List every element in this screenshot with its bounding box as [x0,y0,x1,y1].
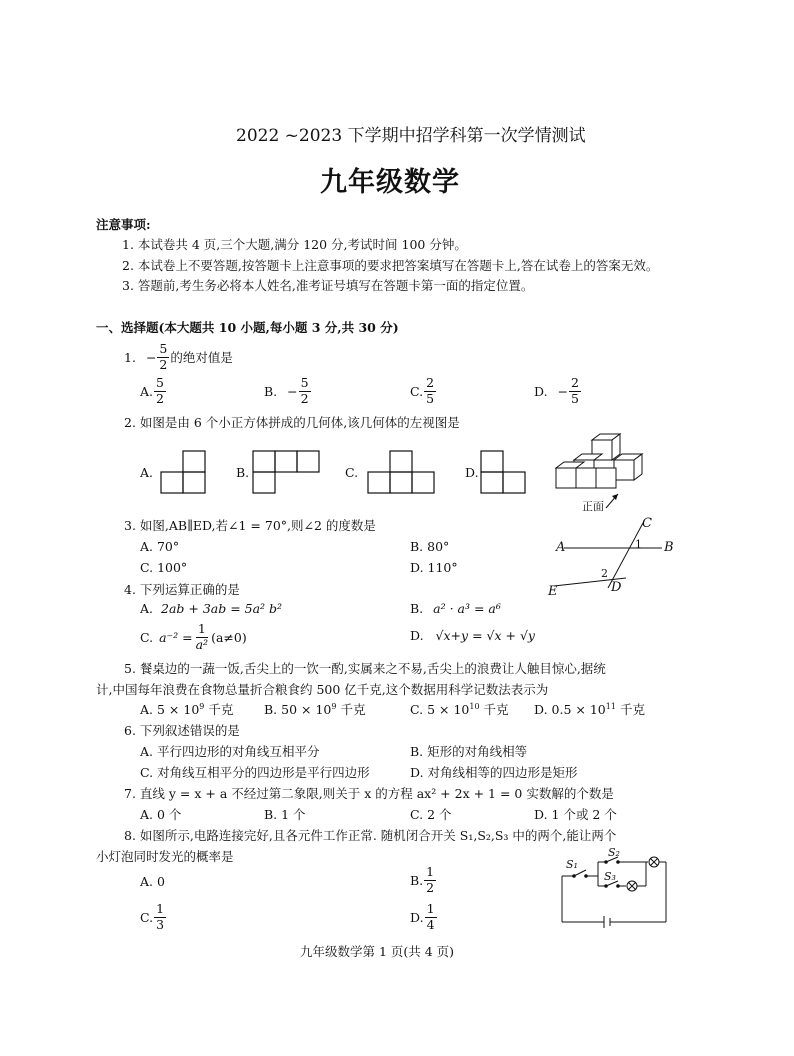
exam-subtitle: 2022 ~2023 下学期中招学科第一次学情测试 [236,126,586,146]
option-d-label: D. [465,465,479,480]
switch-s2-label: S₂ [608,846,620,859]
angle-2-label: 2 [601,567,608,580]
cube-stack-figure [552,432,644,514]
fraction-numerator: 1 [197,621,206,636]
question-6: 6. 下列叙述错误的是 [124,723,240,738]
option-unit: 千克 [483,702,509,717]
page-footer: 九年级数学第 1 页(共 4 页) [300,944,455,959]
note-item: 1. 本试卷共 4 页,三个大题,满分 120 分,考试时间 100 分钟。 [122,237,467,252]
angle-1-label: 1 [635,538,642,551]
fraction-numerator: 1 [426,864,435,879]
option-b [264,377,312,405]
option-exponent: 11 [605,701,616,711]
fraction-numerator: 1 [156,901,165,916]
option-c: C. 2 个 [410,807,452,822]
option-d: D. 1 个或 2 个 [534,807,617,822]
option-unit: 千克 [619,702,645,717]
option-a [140,377,167,405]
option-label: D. [534,383,548,399]
option-mantissa: 5 × 10 [427,702,470,717]
option-d: D. 对角线相等的四边形是矩形 [410,765,578,780]
question-8-line-1: 8. 如图所示,电路连接完好,且各元件工作正常. 随机闭合开关 S₁,S₂,S₃ 中的两个,能让两个 [124,828,617,843]
option-d [534,377,582,405]
option-b: B. 80° [410,539,450,554]
switch-s1-label: S₁ [566,858,578,871]
option-label: D. [410,909,424,925]
fraction-denominator: 5 [571,390,579,406]
question-1 [124,343,233,371]
option-label: B. [264,383,278,399]
fraction [154,903,166,931]
option-label: A. [140,601,154,616]
fraction-denominator: 4 [426,916,435,932]
fraction [569,377,581,405]
fraction-denominator: a² [195,636,209,652]
fraction-numerator: 2 [426,375,435,390]
option-a: A. 0 个 [140,807,182,822]
fraction-denominator: 2 [300,390,309,406]
minus-sign: − [145,349,157,365]
question-7: 7. 直线 y = x + a 不经过第二象限,则关于 x 的方程 ax² + 2x + 1 = 0 实数解的个数是 [124,786,614,801]
option-label: B. [264,702,278,717]
point-e-label: E [548,584,558,599]
fraction [154,377,166,405]
option-expression: √x+y = √x + √y [435,628,535,643]
option-label: C. [140,909,154,925]
note-item: 2. 本试卷上不要答题,按答题卡上注意事项的要求把答案填写在答题卡上,答在试卷上的答案无效。 [122,258,659,273]
option-a: A. 0 [140,874,165,889]
option-b: B. 矩形的对角线相等 [410,744,528,759]
fraction [157,343,169,371]
fraction-numerator: 5 [159,341,168,356]
fraction-numerator: 1 [426,901,435,916]
option-expression: 2ab + 3ab = 5a² b² [161,601,283,616]
question-5-line-2: 计,中国每年浪费在食物总量折合粮食约 500 亿千克,这个数据用科学记数法表示为 [96,682,549,697]
fraction [194,623,210,651]
question-3: 3. 如图,AB∥ED,若∠1 = 70°,则∠2 的度数是 [124,518,376,533]
option-unit: 千克 [340,702,366,717]
switch-s3-label: S₃ [604,870,616,883]
question-5-line-1: 5. 餐桌边的一蔬一饭,舌尖上的一饮一酌,实属来之不易,舌尖上的浪费让人触目惊心,据统 [124,661,606,676]
option-c: C. 100° [140,560,188,575]
note-item: 3. 答题前,考生务必将本人姓名,准考证号填写在答题卡第一面的指定位置。 [122,278,534,293]
option-expression: a⁻² = [159,629,193,645]
option-exponent: 10 [469,701,480,711]
option-b [410,866,437,894]
question-2: 2. 如图是由 6 个小正方体拼成的几何体,该几何体的左视图是 [124,415,460,430]
option-b-figure [252,450,322,494]
option-b: B. 1 个 [264,807,306,822]
fraction-numerator: 2 [571,375,579,390]
option-b-label: B. [236,465,250,480]
option-label: A. [140,383,154,399]
section-heading: 一、选择题(本大题共 10 小题,每小题 3 分,共 30 分) [96,320,399,335]
fraction [299,377,311,405]
option-c [140,623,247,651]
point-d-label: D [611,580,622,595]
circuit-figure [556,846,676,928]
question-text: 的绝对值是 [170,350,233,365]
option-d [410,628,535,643]
option-b [410,601,501,616]
fraction-denominator: 2 [159,356,168,372]
option-a: A. 平行四边形的对角线互相平分 [140,744,320,759]
fraction [424,866,436,894]
option-c-figure [367,450,437,494]
option-sign: − [557,383,569,399]
point-a-label: A [556,540,566,555]
option-a-label: A. [140,465,154,480]
option-mantissa: 50 × 10 [281,702,332,717]
fraction-denominator: 2 [156,390,164,406]
option-b [264,700,365,718]
option-mantissa: 0.5 × 10 [551,702,606,717]
parallel-lines-figure [546,514,686,600]
option-unit: 千克 [208,702,234,717]
question-8-line-2: 小灯泡同时发光的概率是 [96,849,234,864]
option-label: B. [410,601,424,616]
option-c [410,700,509,718]
fraction-denominator: 3 [156,916,165,932]
fraction [424,377,436,405]
notes-heading: 注意事项: [96,217,151,232]
option-d [410,903,438,931]
option-sign: − [287,383,298,399]
option-label: C. [140,629,154,645]
option-label: C. [410,383,424,399]
fraction-denominator: 5 [426,390,435,406]
option-c-label: C. [345,465,359,480]
option-c [140,903,167,931]
option-a-figure [160,450,210,494]
option-a [140,700,233,718]
option-label: B. [410,872,424,888]
option-c: C. 对角线互相平分的四边形是平行四边形 [140,765,370,780]
option-mantissa: 5 × 10 [157,702,200,717]
option-label: C. [410,702,424,717]
fraction-denominator: 2 [426,879,435,895]
option-exponent: 9 [199,701,205,711]
question-4: 4. 下列运算正确的是 [124,582,240,597]
option-a [140,601,282,616]
option-label: D. [534,702,548,717]
option-condition: (a≠0) [211,629,247,645]
option-d [534,700,645,718]
option-d: D. 110° [410,560,458,575]
option-a: A. 70° [140,539,180,554]
front-label: 正面 [582,500,604,513]
option-c [410,377,437,405]
fraction-numerator: 5 [300,375,309,390]
fraction-numerator: 5 [156,375,164,390]
option-expression: a² · a³ = a⁶ [433,601,501,616]
question-number: 1. [124,349,136,365]
fraction [425,903,437,931]
point-b-label: B [664,540,674,555]
page-title: 九年级数学 [320,167,460,198]
option-exponent: 9 [331,701,337,711]
point-c-label: C [642,516,652,531]
option-d-figure [480,450,530,494]
option-label: D. [410,628,424,643]
option-label: A. [140,702,154,717]
